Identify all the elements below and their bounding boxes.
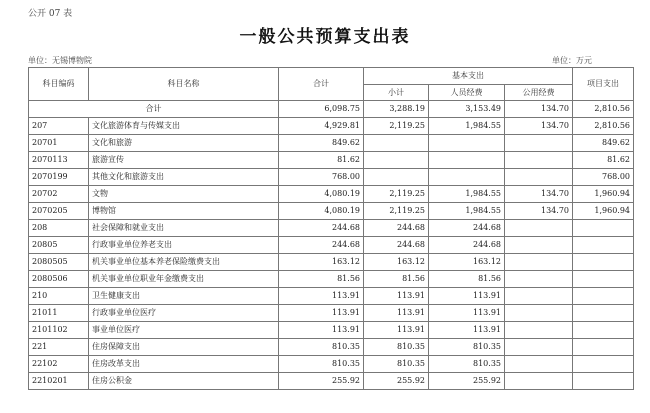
table-row	[29, 237, 634, 254]
cell-total: 244.68	[279, 220, 364, 237]
table-row	[29, 186, 634, 203]
header-basic: 基本支出	[364, 68, 573, 85]
header-total: 合计	[279, 68, 364, 101]
cell-subtotal: 113.91	[364, 322, 429, 339]
table-row	[29, 169, 634, 186]
table-row	[29, 135, 634, 152]
cell-public: 134.70	[505, 118, 573, 135]
cell-project	[573, 237, 634, 254]
cell-personnel: 255.92	[429, 373, 505, 390]
cell-project	[573, 356, 634, 373]
total-cell-project: 2,810.56	[573, 101, 634, 118]
cell-public	[505, 356, 573, 373]
cell-code: 221	[29, 339, 89, 356]
cell-total: 113.91	[279, 305, 364, 322]
header-subtotal: 小计	[364, 85, 429, 101]
cell-name: 机关事业单位基本养老保险缴费支出	[89, 254, 279, 271]
cell-public	[505, 220, 573, 237]
total-label: 合计	[29, 101, 279, 118]
header-row-1	[29, 68, 634, 85]
cell-subtotal	[364, 152, 429, 169]
budget-table	[28, 67, 634, 390]
table-row	[29, 356, 634, 373]
cell-code: 21011	[29, 305, 89, 322]
cell-code: 2070205	[29, 203, 89, 220]
cell-personnel	[429, 135, 505, 152]
cell-name: 机关事业单位职业年金缴费支出	[89, 271, 279, 288]
cell-public: 134.70	[505, 186, 573, 203]
cell-subtotal: 163.12	[364, 254, 429, 271]
cell-name: 行政事业单位医疗	[89, 305, 279, 322]
cell-name: 博物馆	[89, 203, 279, 220]
cell-personnel	[429, 169, 505, 186]
header-personnel: 人员经费	[429, 85, 505, 101]
page-title: 一般公共预算支出表	[239, 27, 411, 47]
cell-subtotal	[364, 135, 429, 152]
cell-subtotal: 244.68	[364, 237, 429, 254]
cell-public	[505, 135, 573, 152]
table-row	[29, 322, 634, 339]
cell-project	[573, 220, 634, 237]
cell-code: 2101102	[29, 322, 89, 339]
cell-project: 849.62	[573, 135, 634, 152]
cell-subtotal	[364, 169, 429, 186]
cell-project	[573, 322, 634, 339]
cell-subtotal: 810.35	[364, 356, 429, 373]
table-row	[29, 373, 634, 390]
cell-name: 住房保障支出	[89, 339, 279, 356]
cell-personnel: 1,984.55	[429, 186, 505, 203]
cell-name: 卫生健康支出	[89, 288, 279, 305]
cell-public	[505, 152, 573, 169]
cell-total: 4,080.19	[279, 186, 364, 203]
header-code: 科目编码	[29, 68, 89, 101]
cell-code: 2210201	[29, 373, 89, 390]
cell-public	[505, 373, 573, 390]
cell-code: 20701	[29, 135, 89, 152]
header-project: 项目支出	[573, 68, 634, 101]
cell-code: 2080506	[29, 271, 89, 288]
cell-project	[573, 288, 634, 305]
cell-total: 849.62	[279, 135, 364, 152]
cell-public	[505, 254, 573, 271]
cell-code: 210	[29, 288, 89, 305]
total-cell-total: 6,098.75	[279, 101, 364, 118]
cell-public: 134.70	[505, 203, 573, 220]
table-row	[29, 152, 634, 169]
cell-total: 244.68	[279, 237, 364, 254]
header-name: 科目名称	[89, 68, 279, 101]
cell-total: 81.62	[279, 152, 364, 169]
cell-public	[505, 271, 573, 288]
cell-name: 文化旅游体育与传媒支出	[89, 118, 279, 135]
cell-personnel: 113.91	[429, 288, 505, 305]
cell-subtotal: 81.56	[364, 271, 429, 288]
cell-public	[505, 288, 573, 305]
cell-project: 2,810.56	[573, 118, 634, 135]
cell-name: 其他文化和旅游支出	[89, 169, 279, 186]
cell-project	[573, 339, 634, 356]
cell-personnel: 244.68	[429, 237, 505, 254]
cell-subtotal: 244.68	[364, 220, 429, 237]
cell-subtotal: 113.91	[364, 288, 429, 305]
total-row	[29, 101, 634, 118]
cell-project	[573, 373, 634, 390]
document-code: 公开 07 表	[28, 9, 73, 19]
cell-personnel: 810.35	[429, 339, 505, 356]
cell-personnel: 244.68	[429, 220, 505, 237]
total-cell-personnel: 3,153.49	[429, 101, 505, 118]
cell-project: 768.00	[573, 169, 634, 186]
cell-project: 1,960.94	[573, 186, 634, 203]
cell-public	[505, 322, 573, 339]
cell-total: 163.12	[279, 254, 364, 271]
cell-name: 住房公积金	[89, 373, 279, 390]
table-row	[29, 288, 634, 305]
cell-public	[505, 339, 573, 356]
cell-public	[505, 237, 573, 254]
table-row	[29, 305, 634, 322]
cell-total: 810.35	[279, 356, 364, 373]
cell-name: 事业单位医疗	[89, 322, 279, 339]
cell-project: 81.62	[573, 152, 634, 169]
cell-name: 文化和旅游	[89, 135, 279, 152]
cell-personnel: 810.35	[429, 356, 505, 373]
cell-name: 旅游宣传	[89, 152, 279, 169]
cell-subtotal: 810.35	[364, 339, 429, 356]
table-row	[29, 339, 634, 356]
cell-subtotal: 2,119.25	[364, 203, 429, 220]
cell-project	[573, 254, 634, 271]
unit-label-org: 单位：无锡博物院	[28, 56, 92, 65]
cell-project: 1,960.94	[573, 203, 634, 220]
table-header	[29, 68, 634, 101]
cell-personnel: 113.91	[429, 305, 505, 322]
cell-code: 20805	[29, 237, 89, 254]
cell-total: 81.56	[279, 271, 364, 288]
cell-personnel: 163.12	[429, 254, 505, 271]
cell-subtotal: 2,119.25	[364, 186, 429, 203]
table-row	[29, 118, 634, 135]
cell-code: 207	[29, 118, 89, 135]
table-row	[29, 220, 634, 237]
total-cell-public: 134.70	[505, 101, 573, 118]
cell-name: 社会保障和就业支出	[89, 220, 279, 237]
cell-project	[573, 271, 634, 288]
cell-code: 2070113	[29, 152, 89, 169]
cell-personnel: 1,984.55	[429, 118, 505, 135]
table-row	[29, 254, 634, 271]
table-row	[29, 271, 634, 288]
cell-code: 2070199	[29, 169, 89, 186]
cell-public	[505, 169, 573, 186]
cell-total: 810.35	[279, 339, 364, 356]
cell-subtotal: 255.92	[364, 373, 429, 390]
cell-public	[505, 305, 573, 322]
cell-total: 113.91	[279, 322, 364, 339]
cell-total: 255.92	[279, 373, 364, 390]
cell-total: 768.00	[279, 169, 364, 186]
header-public: 公用经费	[505, 85, 573, 101]
cell-name: 行政事业单位养老支出	[89, 237, 279, 254]
total-cell-subtotal: 3,288.19	[364, 101, 429, 118]
unit-label-currency: 单位：万元	[552, 56, 592, 65]
table-body	[29, 101, 634, 390]
cell-name: 住房改革支出	[89, 356, 279, 373]
cell-personnel	[429, 152, 505, 169]
cell-subtotal: 2,119.25	[364, 118, 429, 135]
cell-code: 2080505	[29, 254, 89, 271]
cell-total: 113.91	[279, 288, 364, 305]
cell-total: 4,929.81	[279, 118, 364, 135]
cell-code: 208	[29, 220, 89, 237]
cell-name: 文物	[89, 186, 279, 203]
table-row	[29, 203, 634, 220]
cell-total: 4,080.19	[279, 203, 364, 220]
cell-code: 20702	[29, 186, 89, 203]
cell-personnel: 113.91	[429, 322, 505, 339]
cell-personnel: 1,984.55	[429, 203, 505, 220]
cell-subtotal: 113.91	[364, 305, 429, 322]
cell-code: 22102	[29, 356, 89, 373]
cell-personnel: 81.56	[429, 271, 505, 288]
cell-project	[573, 305, 634, 322]
